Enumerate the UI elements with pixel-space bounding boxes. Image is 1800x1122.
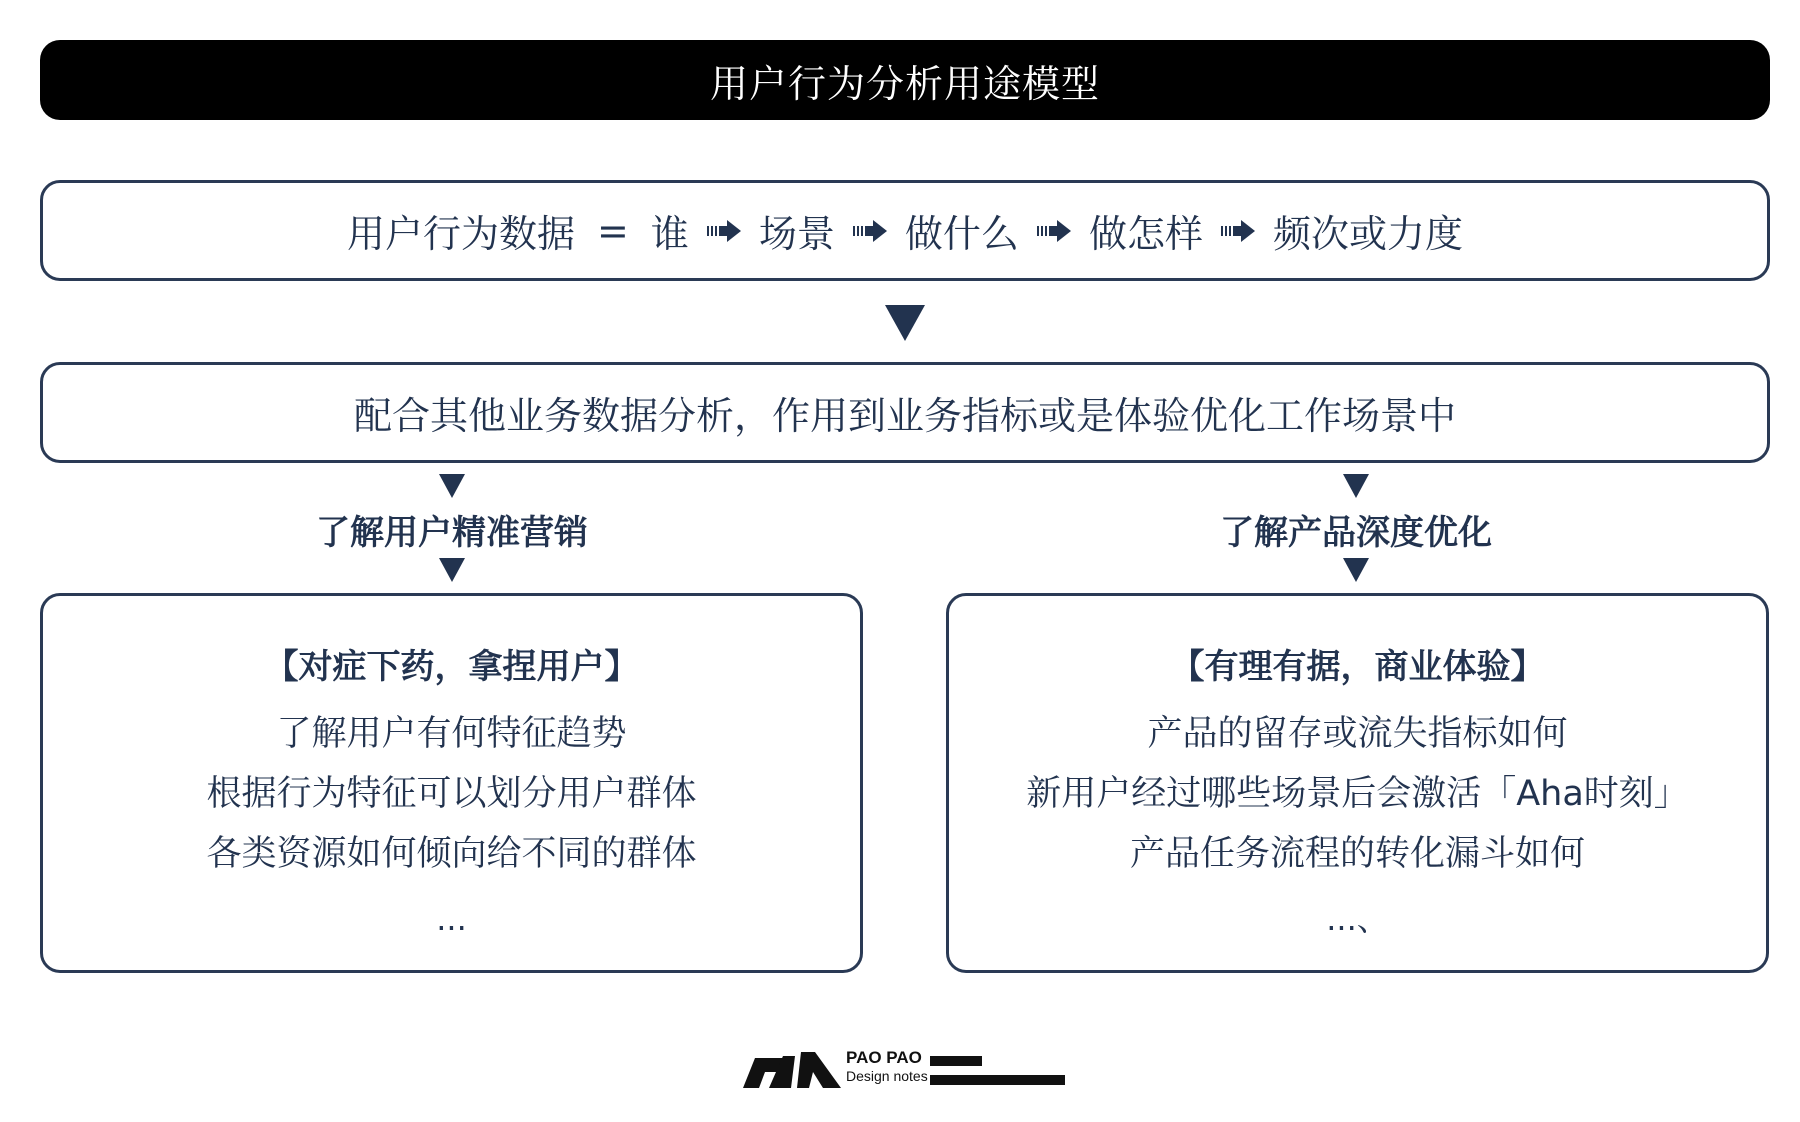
logo-bar-long xyxy=(930,1075,1065,1085)
detail-box-left xyxy=(40,593,863,973)
right-arrow-icon xyxy=(1037,220,1071,242)
down-arrow-icon xyxy=(1343,474,1369,498)
right-arrow-icon xyxy=(1221,220,1255,242)
detail-line: 了解用户有何特征趋势 xyxy=(276,714,627,754)
branch-label-left: 了解用户精准营销 xyxy=(316,513,588,553)
formula-box xyxy=(40,180,1770,281)
formula-equals: = xyxy=(597,208,629,253)
formula-step-scene: 场景 xyxy=(758,212,835,256)
formula-step-what: 做什么 xyxy=(904,212,1019,256)
down-arrow-icon xyxy=(885,305,925,341)
down-arrow-icon xyxy=(1343,558,1369,582)
detail-line: 产品任务流程的转化漏斗如何 xyxy=(1129,834,1585,874)
formula-step-how: 做怎样 xyxy=(1088,212,1203,256)
detail-heading: 【对症下药，拿捏用户】 xyxy=(264,647,639,687)
detail-more: ...、 xyxy=(1326,900,1389,938)
detail-line: 各类资源如何倾向给不同的群体 xyxy=(206,834,697,874)
logo-text-secondary: Design notes xyxy=(846,1068,928,1084)
detail-line: 产品的留存或流失指标如何 xyxy=(1147,714,1568,754)
branch-label-right: 了解产品深度优化 xyxy=(1220,513,1492,553)
brand-logo xyxy=(743,1048,1068,1088)
detail-line: 根据行为特征可以划分用户群体 xyxy=(206,774,697,814)
page-title: 用户行为分析用途模型 xyxy=(40,40,1770,120)
logo-text-primary: PAO PAO xyxy=(846,1048,922,1067)
detail-more: ... xyxy=(436,900,467,938)
summary-text: 配合其他业务数据分析，作用到业务指标或是体验优化工作场景中 xyxy=(353,394,1456,438)
detail-box-right xyxy=(946,593,1769,973)
formula-lhs: 用户行为数据 xyxy=(347,212,576,256)
down-arrow-icon xyxy=(439,558,465,582)
formula-step-who: 谁 xyxy=(650,212,689,256)
logo-bar-short xyxy=(930,1056,982,1066)
summary-box xyxy=(40,362,1770,463)
right-arrow-icon xyxy=(707,220,741,242)
right-arrow-icon xyxy=(853,220,887,242)
detail-line: 新用户经过哪些场景后会激活「Aha时刻」 xyxy=(1026,774,1689,814)
logo-mark-icon xyxy=(743,1052,843,1088)
formula-step-frequency: 频次或力度 xyxy=(1272,212,1463,256)
down-arrow-icon xyxy=(439,474,465,498)
detail-heading: 【有理有据，商业体验】 xyxy=(1170,647,1545,687)
